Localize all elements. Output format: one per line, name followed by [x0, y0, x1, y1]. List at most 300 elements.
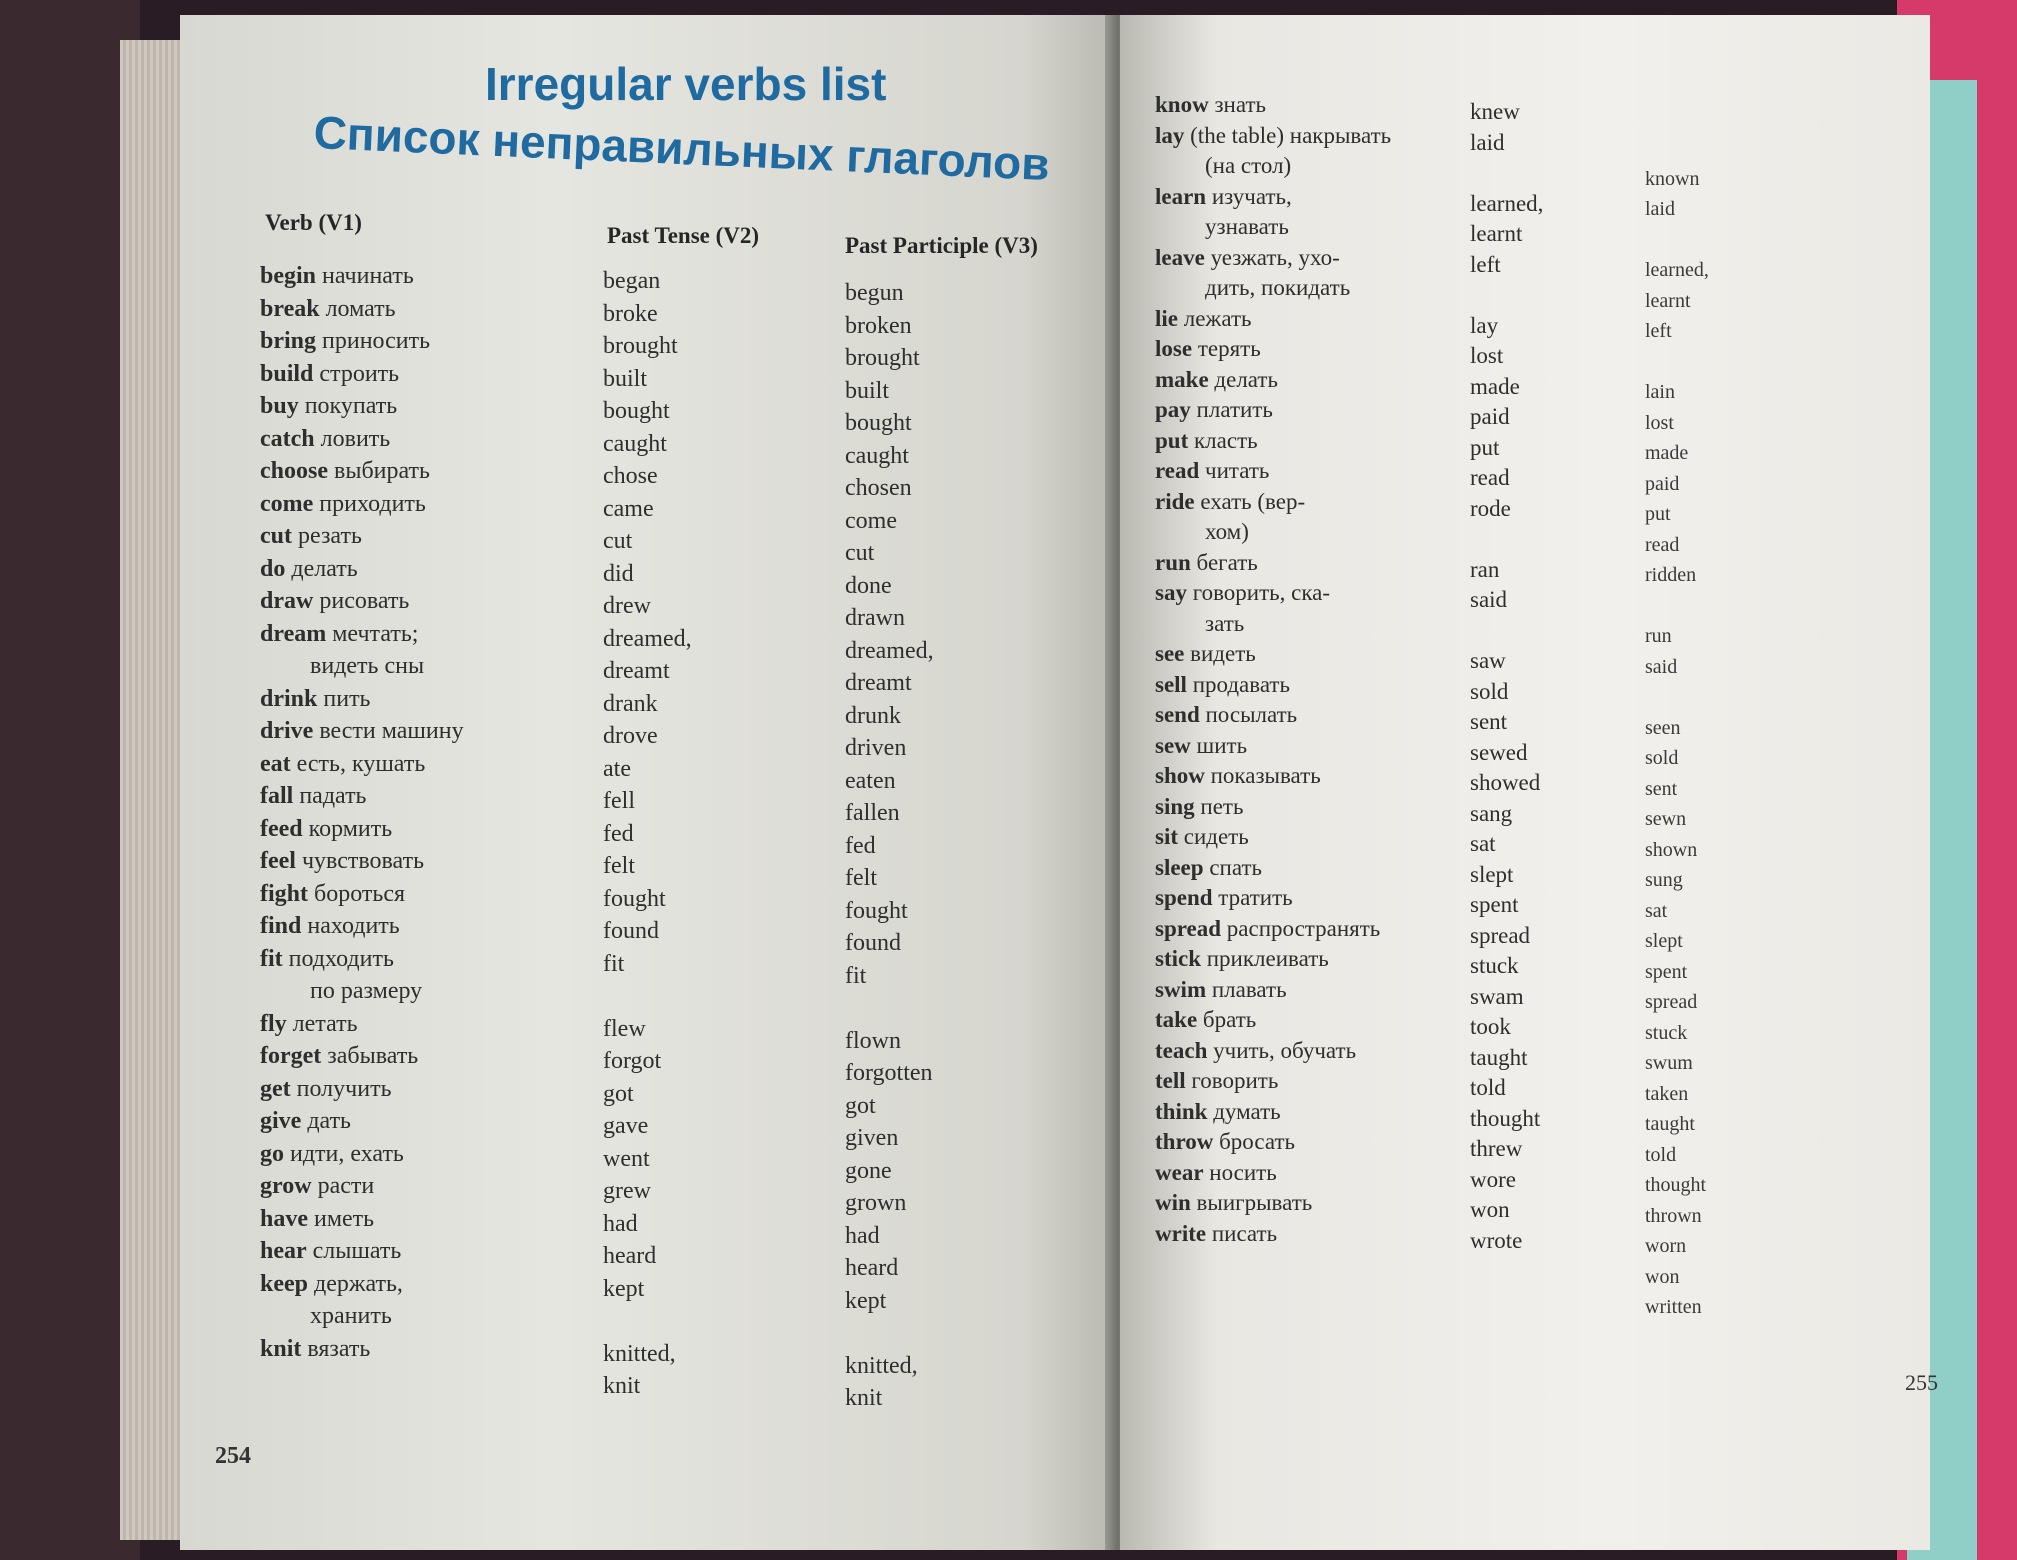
past-participle-form: chosen	[845, 475, 912, 501]
past-participle-form: spread	[1645, 991, 1698, 1013]
verb-row	[1155, 700, 1391, 731]
verb-row	[1155, 273, 1391, 304]
left-page	[180, 15, 1115, 1550]
verb-infinitive: fall	[260, 783, 294, 809]
past-tense-form: drew	[603, 593, 651, 619]
verb-translation: начинать	[316, 263, 414, 289]
verb-infinitive: keep	[260, 1270, 308, 1297]
past-participle-form: stuck	[1645, 1021, 1688, 1044]
past-tense-form: ate	[603, 755, 631, 782]
verb-translation: приходить	[313, 490, 426, 517]
verb-row	[1155, 1097, 1391, 1128]
past-tense-form: drank	[603, 690, 658, 717]
past-participle-form: sewn	[1645, 808, 1687, 830]
right-verbs-column	[1155, 90, 1391, 1249]
past-tense-form: knitted,	[603, 1340, 676, 1367]
verb-row	[260, 1170, 464, 1203]
header-v2: Past Tense (V2)	[607, 223, 760, 248]
verb-translation: дать	[301, 1108, 352, 1134]
verb-row	[260, 650, 464, 683]
past-participle-form: gone	[845, 1157, 892, 1184]
past-participle-form: cut	[845, 540, 875, 566]
past-participle-form: won	[1645, 1265, 1680, 1288]
verb-row	[1155, 243, 1391, 274]
past-participle-form: paid	[1645, 472, 1680, 495]
verb-row	[260, 585, 464, 618]
past-tense-form: came	[603, 495, 654, 522]
past-participle-form: worn	[1645, 1235, 1687, 1257]
verb-translation: приклеивать	[1201, 946, 1329, 971]
verb-infinitive: win	[1155, 1190, 1191, 1215]
verb-row	[1155, 1066, 1391, 1097]
past-participle-form: sat	[1645, 899, 1668, 922]
verb-row	[260, 715, 464, 748]
past-tense-form: put	[1470, 434, 1500, 460]
verb-row	[1155, 944, 1391, 975]
past-participle-form: sung	[1645, 869, 1683, 891]
past-participle-form: thought	[1645, 1174, 1707, 1196]
past-tense-form: bought	[603, 398, 670, 424]
verb-infinitive: go	[260, 1140, 284, 1167]
verb-infinitive: spend	[1155, 885, 1213, 910]
verb-translation: есть, кушать	[290, 750, 426, 777]
past-participle-form: forgotten	[845, 1060, 933, 1086]
verb-row	[260, 1008, 464, 1041]
verb-row	[1155, 1219, 1391, 1250]
verb-infinitive: choose	[260, 458, 328, 484]
verb-translation: выигрывать	[1190, 1190, 1313, 1215]
past-participle-form: flown	[845, 1027, 901, 1054]
verb-translation: лежать	[1178, 305, 1252, 331]
verb-row	[260, 1365, 464, 1398]
verb-infinitive: fly	[260, 1010, 287, 1037]
past-participle-form: broken	[845, 312, 912, 339]
past-participle-form	[1645, 133, 1709, 164]
past-participle-form: run	[1645, 625, 1672, 647]
verb-translation: плавать	[1206, 976, 1287, 1002]
past-tense-form: saw	[1470, 648, 1506, 673]
verb-translation: ехать (вер-	[1194, 488, 1306, 514]
past-participle-form: given	[845, 1125, 899, 1151]
verb-row	[1155, 975, 1391, 1006]
verb-infinitive: hear	[260, 1238, 307, 1264]
verb-translation: иметь	[308, 1205, 375, 1232]
verb-row	[1155, 639, 1391, 670]
verb-row	[260, 683, 464, 716]
verb-row	[260, 325, 464, 358]
verb-translation: изучать,	[1206, 183, 1292, 209]
verb-translation: распространять	[1221, 915, 1381, 941]
past-participle-form: heard	[845, 1255, 899, 1281]
verb-translation: строить	[313, 360, 400, 387]
verb-translation: ломать	[319, 295, 396, 322]
past-participle-form: taught	[1645, 1113, 1695, 1135]
verb-row	[260, 260, 464, 293]
verb-row	[260, 910, 464, 943]
verb-translation: бороться	[308, 880, 406, 907]
verb-infinitive: come	[260, 490, 314, 517]
verb-infinitive: dream	[260, 620, 327, 647]
right-page	[1120, 15, 1938, 1550]
verb-translation: падать	[293, 783, 367, 809]
past-tense-form: had	[603, 1210, 638, 1237]
verb-infinitive: wear	[1155, 1159, 1204, 1185]
past-tense-form: did	[603, 560, 634, 587]
verb-translation: носить	[1203, 1159, 1277, 1185]
verb-translation: покупать	[298, 393, 398, 419]
past-tense-form: kept	[603, 1275, 645, 1302]
verb-infinitive: draw	[260, 588, 314, 614]
verb-translation: терять	[1192, 336, 1261, 361]
verb-infinitive: teach	[1155, 1037, 1208, 1063]
past-tense-form: said	[1470, 587, 1508, 612]
verb-row	[260, 455, 464, 488]
past-tense-form: knew	[1470, 99, 1520, 124]
verb-translation: выбирать	[328, 458, 430, 484]
past-participle-form: fit	[845, 962, 867, 989]
past-participle-form: come	[845, 507, 897, 534]
past-participle-form: drawn	[845, 605, 905, 631]
past-tense-form: won	[1470, 1197, 1510, 1222]
past-tense-form: sat	[1470, 831, 1496, 856]
verb-translation: рисовать	[313, 588, 410, 614]
past-participle-form: learned,	[1645, 259, 1709, 281]
past-tense-form: fed	[603, 820, 634, 847]
past-tense-form: made	[1470, 373, 1520, 399]
verb-infinitive: stick	[1155, 946, 1201, 971]
verb-translation: бегать	[1190, 549, 1258, 575]
title-russian: Список неправильных глаголов	[312, 105, 1051, 191]
past-tense-form: broke	[603, 300, 658, 327]
verb-translation: видеть сны	[310, 653, 425, 679]
verb-infinitive: catch	[260, 425, 315, 452]
verb-row	[1155, 517, 1391, 548]
verb-infinitive: put	[1155, 427, 1189, 453]
verb-infinitive: pay	[1155, 397, 1191, 422]
verb-row	[260, 618, 464, 651]
verb-translation: петь	[1194, 793, 1244, 819]
past-participle-form: thrown	[1645, 1204, 1702, 1227]
verb-infinitive: make	[1155, 366, 1209, 392]
verb-row	[1155, 456, 1391, 487]
verb-infinitive: sit	[1155, 824, 1178, 849]
verb-translation: делать	[285, 555, 358, 582]
verb-infinitive: tell	[1155, 1068, 1186, 1093]
past-participle-form: driven	[845, 735, 907, 761]
past-tense-form: ran	[1470, 556, 1500, 582]
verb-row	[260, 975, 464, 1008]
past-tense-form: stuck	[1470, 953, 1519, 978]
past-participle-form: fought	[845, 897, 908, 924]
verb-row	[260, 813, 464, 846]
left-verbs-column	[260, 260, 464, 1398]
verb-row	[260, 1040, 464, 1073]
verb-translation: идти, ехать	[284, 1140, 404, 1167]
verb-translation: шить	[1190, 732, 1248, 758]
past-participle-form: taken	[1645, 1082, 1689, 1105]
verb-row	[1155, 487, 1391, 518]
verb-translation: расти	[311, 1173, 375, 1199]
past-participle-form	[845, 1317, 934, 1350]
past-tense-form	[1470, 280, 1543, 311]
verb-infinitive: send	[1155, 702, 1200, 727]
verb-translation: находить	[301, 913, 400, 939]
past-participle-form	[1645, 682, 1709, 713]
past-participle-form: grown	[845, 1190, 907, 1216]
verb-row	[260, 878, 464, 911]
past-participle-form: lost	[1645, 411, 1674, 434]
verb-translation: писать	[1206, 1220, 1278, 1246]
past-tense-form: gave	[603, 1113, 649, 1139]
verb-translation: видеть	[1184, 641, 1256, 666]
verb-infinitive: begin	[260, 263, 317, 289]
verb-row	[1155, 1188, 1391, 1219]
past-participle-form: put	[1645, 503, 1671, 525]
verb-row	[1155, 670, 1391, 701]
verb-row	[1155, 792, 1391, 823]
past-tense-form: fit	[603, 950, 625, 977]
past-tense-form: found	[603, 918, 659, 944]
verb-translation: слышать	[306, 1238, 402, 1264]
verb-infinitive: show	[1155, 763, 1205, 788]
past-participle-form: begun	[845, 280, 904, 306]
verb-infinitive: write	[1155, 1220, 1207, 1246]
past-participle-form: brought	[845, 345, 920, 371]
past-tense-form: read	[1470, 465, 1510, 490]
past-participle-form: laid	[1645, 198, 1675, 220]
verb-row	[1155, 212, 1391, 243]
past-participle-form: known	[1645, 167, 1700, 190]
verb-row	[1155, 548, 1391, 579]
verb-translation: вести машину	[313, 718, 464, 744]
right-participle-column	[1645, 133, 1709, 1323]
past-tense-form: dreamt	[603, 658, 670, 684]
verb-row	[1155, 182, 1391, 213]
verb-row	[260, 358, 464, 391]
past-tense-form: sent	[1470, 709, 1508, 734]
verb-infinitive: knit	[260, 1335, 302, 1362]
header-v3: Past Participle (V3)	[845, 233, 1038, 258]
verb-infinitive: break	[260, 295, 320, 322]
verb-infinitive: do	[260, 555, 286, 582]
page-number-right: 255	[1905, 1370, 1938, 1395]
verb-translation: резать	[292, 523, 362, 549]
verb-infinitive: fight	[260, 880, 308, 907]
verb-translation: платить	[1190, 397, 1273, 422]
verb-row	[1155, 426, 1391, 457]
background-left	[0, 0, 140, 1560]
past-participle-form: written	[1645, 1296, 1702, 1318]
past-participle-form: had	[845, 1222, 880, 1249]
verb-translation: получить	[290, 1075, 392, 1102]
past-tense-form: drove	[603, 723, 658, 749]
verb-infinitive: throw	[1155, 1129, 1214, 1154]
verb-row	[260, 423, 464, 456]
verb-row	[260, 1105, 464, 1138]
verb-infinitive: sew	[1155, 732, 1191, 758]
past-participle-form: learnt	[1645, 289, 1691, 312]
verb-row	[1155, 365, 1391, 396]
past-tense-form: swam	[1470, 983, 1524, 1009]
verb-infinitive: drink	[260, 685, 318, 712]
verb-translation: хом)	[1205, 519, 1249, 544]
past-tense-form: laid	[1470, 129, 1505, 155]
past-participle-form: read	[1645, 533, 1680, 556]
verb-infinitive: take	[1155, 1007, 1198, 1032]
verb-translation: приносить	[316, 328, 431, 354]
past-participle-form: eaten	[845, 767, 896, 794]
verb-infinitive: swim	[1155, 976, 1207, 1002]
verb-row	[260, 1300, 464, 1333]
verb-row	[1155, 121, 1391, 152]
verb-row	[1155, 761, 1391, 792]
past-participle-form: sent	[1645, 777, 1678, 800]
verb-infinitive: know	[1155, 92, 1209, 117]
past-participle-form: told	[1645, 1143, 1677, 1166]
page-number-left: 254	[215, 1443, 251, 1469]
verb-infinitive: find	[260, 913, 302, 939]
verb-translation: думать	[1207, 1098, 1281, 1124]
verb-infinitive: drive	[260, 718, 314, 744]
verb-infinitive: fit	[260, 945, 283, 972]
past-participle-form: knitted,	[845, 1352, 918, 1379]
verb-row	[1155, 883, 1391, 914]
verb-infinitive: build	[260, 360, 314, 387]
verb-translation: читать	[1199, 458, 1270, 483]
past-participle-form: said	[1645, 655, 1678, 678]
past-tense-form: learnt	[1470, 221, 1523, 246]
past-tense-form	[603, 980, 692, 1013]
verb-infinitive: leave	[1155, 244, 1205, 270]
verb-row	[1155, 609, 1391, 640]
past-participle-form: done	[845, 572, 892, 599]
verb-infinitive: get	[260, 1075, 291, 1102]
verb-row	[1155, 578, 1391, 609]
past-participle-form: fed	[845, 832, 876, 859]
past-tense-form: cut	[603, 528, 633, 554]
verb-row	[1155, 731, 1391, 762]
past-tense-form: forgot	[603, 1048, 662, 1074]
past-participle-form: lain	[1645, 381, 1675, 403]
verb-translation: учить, обучать	[1207, 1037, 1357, 1063]
past-participle-form: spent	[1645, 960, 1688, 983]
past-tense-form: chose	[603, 463, 658, 489]
verb-infinitive: feed	[260, 815, 303, 842]
past-tense-form: learned,	[1470, 190, 1544, 216]
verb-translation: хранить	[310, 1303, 392, 1329]
verb-row	[260, 520, 464, 553]
title-english: Irregular verbs list	[485, 58, 887, 110]
past-participle-form: swum	[1645, 1052, 1693, 1074]
verb-translation: зать	[1205, 610, 1245, 636]
past-tense-form: sewed	[1470, 739, 1528, 765]
past-participle-form: found	[845, 930, 901, 956]
verb-infinitive: sleep	[1155, 854, 1204, 880]
left-participle-column	[845, 277, 934, 1415]
past-tense-form: threw	[1470, 1136, 1523, 1161]
past-tense-form: sold	[1470, 678, 1509, 704]
verb-translation: пить	[317, 685, 371, 712]
verb-infinitive: run	[1155, 549, 1191, 575]
past-participle-form: dreamed,	[845, 637, 934, 664]
past-participle-form	[1645, 347, 1709, 378]
past-tense-form: took	[1470, 1014, 1511, 1039]
verb-row	[260, 943, 464, 976]
verb-translation: чувствовать	[295, 848, 425, 874]
verb-row	[1155, 395, 1391, 426]
left-past-tense-column	[603, 265, 692, 1403]
past-tense-form: fought	[603, 885, 666, 912]
verb-row	[260, 553, 464, 586]
past-tense-form: sang	[1470, 800, 1513, 826]
past-tense-form: wore	[1470, 1166, 1516, 1192]
verb-row	[260, 845, 464, 878]
verb-row	[1155, 853, 1391, 884]
past-tense-form: brought	[603, 333, 678, 359]
past-tense-form: flew	[603, 1015, 646, 1042]
past-participle-form: made	[1645, 442, 1689, 464]
verb-row	[260, 748, 464, 781]
verb-infinitive: buy	[260, 393, 299, 419]
verb-translation: делать	[1208, 366, 1278, 392]
past-tense-form: lay	[1470, 312, 1499, 338]
verb-row	[260, 1235, 464, 1268]
verb-row	[1155, 1005, 1391, 1036]
verb-translation: посылать	[1199, 702, 1298, 727]
past-tense-form: thought	[1470, 1105, 1541, 1131]
verb-translation: продавать	[1186, 671, 1290, 697]
past-participle-form	[845, 992, 934, 1025]
header-v1: Verb (V1)	[265, 210, 362, 235]
past-participle-form: fallen	[845, 800, 900, 826]
verb-row	[260, 1073, 464, 1106]
verb-infinitive: bring	[260, 328, 317, 354]
past-tense-form: wrote	[1470, 1227, 1523, 1253]
verb-row	[260, 1138, 464, 1171]
past-tense-form: heard	[603, 1243, 657, 1269]
verb-infinitive: lose	[1155, 336, 1193, 361]
verb-infinitive: cut	[260, 523, 292, 549]
past-participle-form: ridden	[1645, 564, 1697, 586]
verb-translation: показывать	[1204, 763, 1321, 788]
verb-row	[1155, 1036, 1391, 1067]
past-tense-form: caught	[603, 430, 667, 457]
past-participle-form: built	[845, 377, 890, 404]
verb-translation: сидеть	[1178, 824, 1249, 849]
past-participle-form: knit	[845, 1385, 883, 1411]
verb-row	[1155, 914, 1391, 945]
verb-infinitive: say	[1155, 580, 1187, 605]
past-tense-form: paid	[1470, 404, 1510, 429]
verb-infinitive: read	[1155, 458, 1200, 483]
verb-row	[1155, 1158, 1391, 1189]
verb-translation: спать	[1203, 854, 1262, 880]
past-tense-form: grew	[603, 1178, 651, 1204]
verb-row	[1155, 334, 1391, 365]
past-tense-form: knit	[603, 1373, 641, 1399]
verb-translation: узнавать	[1205, 214, 1289, 239]
past-tense-form: rode	[1470, 495, 1511, 521]
verb-translation: летать	[286, 1010, 358, 1037]
verb-row	[1155, 304, 1391, 335]
verb-translation: (the table) накрывать	[1184, 122, 1392, 148]
verb-row	[1155, 90, 1391, 121]
verb-translation: по размеру	[310, 978, 423, 1004]
past-participle-form: seen	[1645, 716, 1681, 739]
verb-row	[260, 293, 464, 326]
verb-infinitive: give	[260, 1108, 302, 1134]
past-participle-form: caught	[845, 442, 909, 469]
